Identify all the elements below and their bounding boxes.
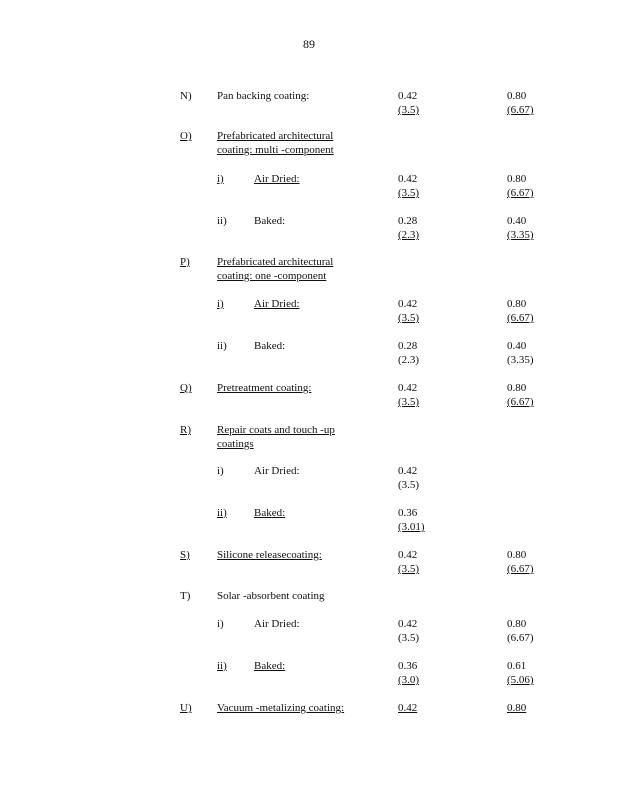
- limit-value-1: 0.28: [398, 340, 418, 352]
- item-description: Baked:: [254, 507, 286, 519]
- limit-value-1-alt: (3.5): [398, 396, 420, 408]
- item-description: Solar -absorbent coating: [217, 590, 325, 602]
- limit-value-2-alt: (6.67): [507, 396, 534, 408]
- item-description: Pan backing coating:: [217, 90, 310, 102]
- limit-value-1-alt: (3.5): [398, 187, 420, 199]
- item-label: T): [180, 590, 191, 602]
- item-description: Air Dried:: [254, 298, 300, 310]
- subitem-label: ii): [217, 507, 227, 519]
- item-description: Vacuum -metalizing coating:: [217, 702, 345, 714]
- item-description: Baked:: [254, 340, 286, 352]
- limit-value-1: 0.42: [398, 618, 418, 630]
- item-description: Repair coats and touch -up: [217, 424, 335, 436]
- item-label: N): [180, 90, 192, 102]
- item-description: Baked:: [254, 660, 286, 672]
- limit-value-2-alt: (6.67): [507, 563, 534, 575]
- limit-value-1-alt: (3.5): [398, 632, 420, 644]
- subitem-label: ii): [217, 660, 227, 672]
- limit-value-2: 0.80: [507, 173, 527, 185]
- limit-value-2: 0.61: [507, 660, 527, 672]
- limit-value-1: 0.42: [398, 173, 418, 185]
- item-description: Pretreatment coating:: [217, 382, 312, 394]
- limit-value-1-alt: (3.0): [398, 674, 420, 686]
- limit-value-1-alt: (3.01): [398, 521, 425, 533]
- limit-value-2: 0.40: [507, 340, 527, 352]
- limit-value-1: 0.36: [398, 660, 418, 672]
- limit-value-1-alt: (3.5): [398, 479, 420, 491]
- limit-value-2-alt: (3.35): [507, 229, 534, 241]
- limit-value-1: 0.42: [398, 465, 418, 477]
- limit-value-1: 0.36: [398, 507, 418, 519]
- item-description: coating: multi -component: [217, 144, 334, 156]
- subitem-label: ii): [217, 340, 227, 352]
- limit-value-1: 0.42: [398, 382, 418, 394]
- item-description: Baked:: [254, 215, 286, 227]
- limit-value-2: 0.80: [507, 298, 527, 310]
- item-label: Q): [180, 382, 192, 394]
- limit-value-1: 0.42: [398, 549, 418, 561]
- item-description: Prefabricated architectural: [217, 256, 334, 268]
- subitem-label: i): [217, 173, 224, 185]
- subitem-label: i): [217, 298, 224, 310]
- limit-value-2-alt: (6.67): [507, 187, 534, 199]
- item-description: Air Dried:: [254, 173, 300, 185]
- item-description: Air Dried:: [254, 465, 300, 477]
- limit-value-2-alt: (6.67): [507, 312, 534, 324]
- limit-value-1-alt: (3.5): [398, 104, 420, 116]
- item-label: U): [180, 702, 192, 714]
- item-description: coating: one -component: [217, 270, 327, 282]
- limit-value-2-alt: (6.67): [507, 104, 534, 116]
- limit-value-1: 0.42: [398, 702, 418, 714]
- item-label: O): [180, 130, 192, 142]
- limit-value-2-alt: (5.06): [507, 674, 534, 686]
- limit-value-1: 0.28: [398, 215, 418, 227]
- limit-value-1: 0.42: [398, 90, 418, 102]
- limit-value-1-alt: (2.3): [398, 354, 420, 366]
- item-description: Silicone releasecoating:: [217, 549, 322, 561]
- item-label: R): [180, 424, 191, 436]
- page-number: 89: [303, 37, 315, 51]
- limit-value-1: 0.42: [398, 298, 418, 310]
- limit-value-1-alt: (2.3): [398, 229, 420, 241]
- limit-value-1-alt: (3.5): [398, 563, 420, 575]
- subitem-label: ii): [217, 215, 227, 227]
- limit-value-2-alt: (3.35): [507, 354, 534, 366]
- item-label: S): [180, 549, 190, 561]
- limit-value-2: 0.80: [507, 90, 527, 102]
- limit-value-2: 0.40: [507, 215, 527, 227]
- item-description: coatings: [217, 438, 254, 450]
- limit-value-2: 0.80: [507, 618, 527, 630]
- item-label: P): [180, 256, 190, 268]
- limit-value-1-alt: (3.5): [398, 312, 420, 324]
- subitem-label: i): [217, 465, 224, 477]
- limit-value-2: 0.80: [507, 382, 527, 394]
- item-description: Prefabricated architectural: [217, 130, 334, 142]
- limit-value-2: 0.80: [507, 702, 527, 714]
- item-description: Air Dried:: [254, 618, 300, 630]
- limit-value-2-alt: (6.67): [507, 632, 534, 644]
- limit-value-2: 0.80: [507, 549, 527, 561]
- subitem-label: i): [217, 618, 224, 630]
